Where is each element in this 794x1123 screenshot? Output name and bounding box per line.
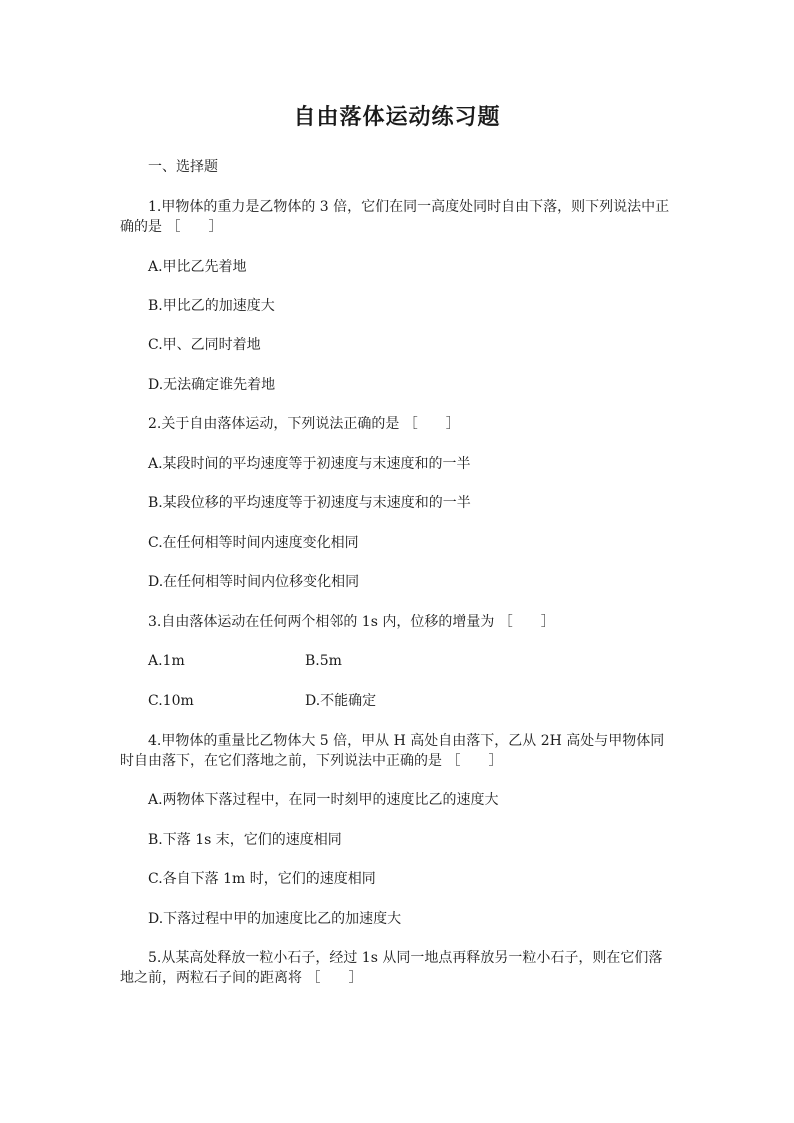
page-title: 自由落体运动练习题 xyxy=(293,104,501,130)
question-3-option-b: B.5m xyxy=(305,653,342,669)
question-1-option-c: C.甲、乙同时着地 xyxy=(148,337,261,353)
question-4-option-a: A.两物体下落过程中，在同一时刻甲的速度比乙的速度大 xyxy=(148,792,499,808)
question-2-option-d: D.在任何相等时间内位移变化相同 xyxy=(148,574,360,590)
question-1-stem: 1.甲物体的重力是乙物体的 3 倍，它们在同一高度处同时自由下落，则下列说法中正确的是 ［ ］ xyxy=(120,199,670,235)
question-4-option-d: D.下落过程中甲的加速度比乙的加速度大 xyxy=(148,911,402,927)
question-4-option-b: B.下落 1s 末，它们的速度相同 xyxy=(148,832,342,848)
question-1-option-d: D.无法确定谁先着地 xyxy=(148,377,276,393)
question-4-stem: 4.甲物体的重量比乙物体大 5 倍，甲从 H 高处自由落下，乙从 2H 高处与甲物体同时自由落下，在它们落地之前，下列说法中正确的是 ［ ］ xyxy=(120,733,665,769)
section-heading: 一、选择题 xyxy=(148,159,218,175)
question-3-option-a: A.1m xyxy=(148,653,185,669)
question-4-option-c: C.各自下落 1m 时，它们的速度相同 xyxy=(148,871,376,887)
question-2-option-a: A.某段时间的平均速度等于初速度与末速度和的一半 xyxy=(148,456,471,472)
question-3-stem: 3.自由落体运动在任何两个相邻的 1s 内，位移的增量为 ［ ］ xyxy=(148,614,555,630)
question-3-option-c: C.10m xyxy=(148,693,194,709)
question-1-option-b: B.甲比乙的加速度大 xyxy=(148,298,275,314)
question-2-option-b: B.某段位移的平均速度等于初速度与末速度和的一半 xyxy=(148,495,471,511)
question-2-stem: 2.关于自由落体运动，下列说法正确的是 ［ ］ xyxy=(148,416,460,432)
question-1-option-a: A.甲比乙先着地 xyxy=(148,259,247,275)
question-2-option-c: C.在任何相等时间内速度变化相同 xyxy=(148,535,359,551)
question-5-stem: 5.从某高处释放一粒小石子，经过 1s 从同一地点再释放另一粒小石子，则在它们落地之前，两粒石子间的距离将 ［ ］ xyxy=(120,950,663,986)
question-3-option-d: D.不能确定 xyxy=(305,693,377,709)
